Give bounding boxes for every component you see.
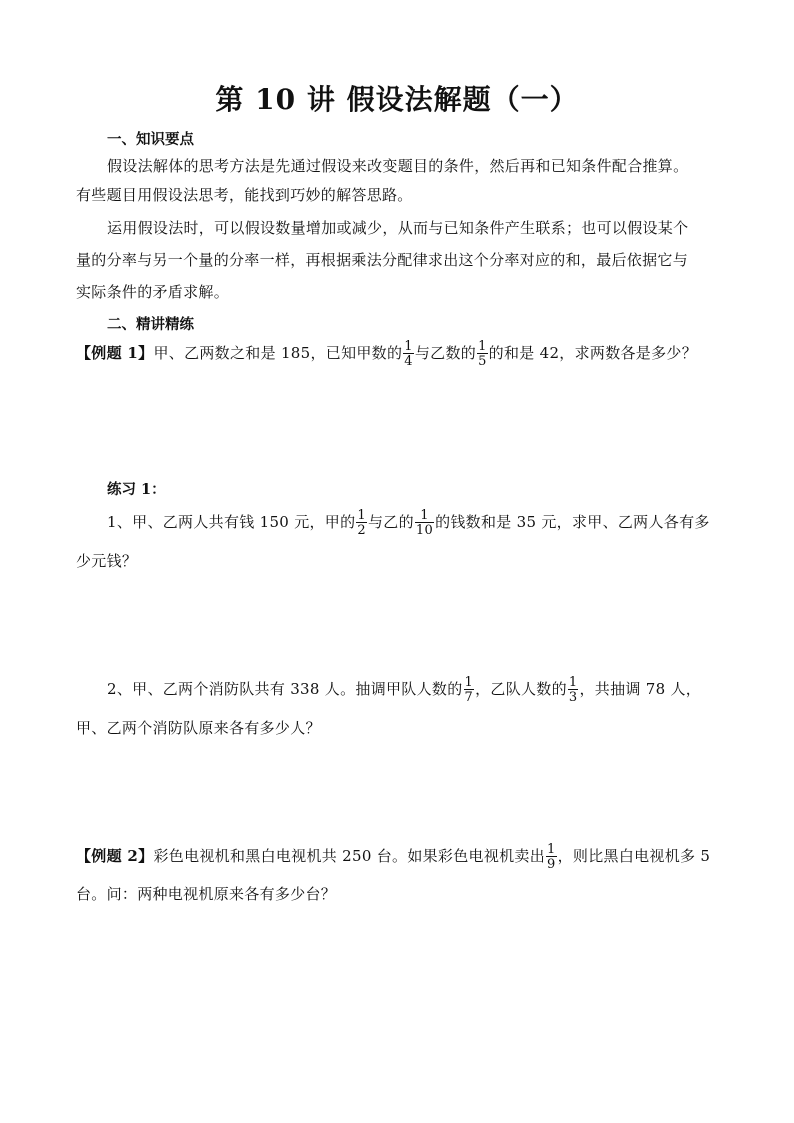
example2-label: 【例题 2】 — [76, 847, 154, 865]
knowledge-p2-line1: 运用假设法时，可以假设数量增加或减少，从而与已知条件产生联系；也可以假设某个 — [107, 219, 689, 237]
knowledge-heading: 一、知识要点 — [107, 131, 194, 148]
example1-text-b: 与乙数的 — [414, 344, 477, 362]
exercise1-q1-fraction-2: $\frac{1}{10}$ — [415, 508, 434, 538]
knowledge-p2-line2: 量的分率与另一个量的分率一样，再根据乘法分配律求出这个分率对应的和，最后依据它与 — [76, 251, 689, 269]
practice-heading: 二、精讲精练 — [107, 316, 194, 333]
exercise1-q1-fraction-1: $\frac{1}{2}$ — [357, 508, 366, 538]
example2-fraction-1: $\frac{1}{9}$ — [547, 842, 556, 872]
example1-fraction-1: $\frac{1}{4}$ — [404, 339, 413, 369]
example1-text-a: 甲、乙两数之和是 185，已知甲数的 — [153, 344, 403, 362]
knowledge-p1-line2: 有些题目用假设法思考，能找到巧妙的解答思路。 — [76, 186, 413, 204]
example1-label: 【例题 1】 — [76, 344, 154, 362]
example2-line2: 台。问：两种电视机原来各有多少台？ — [76, 885, 337, 903]
exercise1-heading: 练习 1： — [107, 481, 166, 498]
example1-line — [76, 340, 697, 368]
exercise1-q1-line1: 1、甲、乙两人共有钱 150 元，甲的 $\frac{1}{2}$ 与乙的 $\frac{1}{10}$ 的钱数和是 35 元，求甲、乙两人各有多 — [107, 508, 710, 538]
exercise1-q1-line2: 少元钱？ — [76, 552, 138, 570]
exercise1-q2-line2: 甲、乙两个消防队原来各有多少人？ — [76, 719, 321, 737]
example1-fraction-2: $\frac{1}{5}$ — [478, 339, 487, 369]
knowledge-p2-line3: 实际条件的矛盾求解。 — [76, 283, 230, 301]
example2-line1: 【例题 2】彩色电视机和黑白电视机共 250 台。如果彩色电视机卖出 $\frac{1}{9}$ ，则比黑白电视机多 5 — [76, 842, 711, 872]
example1-text-c: 的和是 42，求两数各是多少？ — [488, 344, 697, 362]
page-title: 第 10 讲 假设法解题（一） — [215, 83, 579, 116]
knowledge-p1-line1: 假设法解体的思考方法是先通过假设来改变题目的条件，然后再和已知条件配合推算。 — [107, 157, 689, 175]
exercise1-q2-fraction-1: $\frac{1}{7}$ — [464, 675, 474, 705]
exercise1-q2-fraction-2: $\frac{1}{3}$ — [568, 675, 578, 705]
exercise1-q2-line1: 2、甲、乙两个消防队共有 338 人。抽调甲队人数的 $\frac{1}{7}$ ，乙队人数的 $\frac{1}{3}$ ，共抽调 78 人， — [107, 675, 702, 705]
